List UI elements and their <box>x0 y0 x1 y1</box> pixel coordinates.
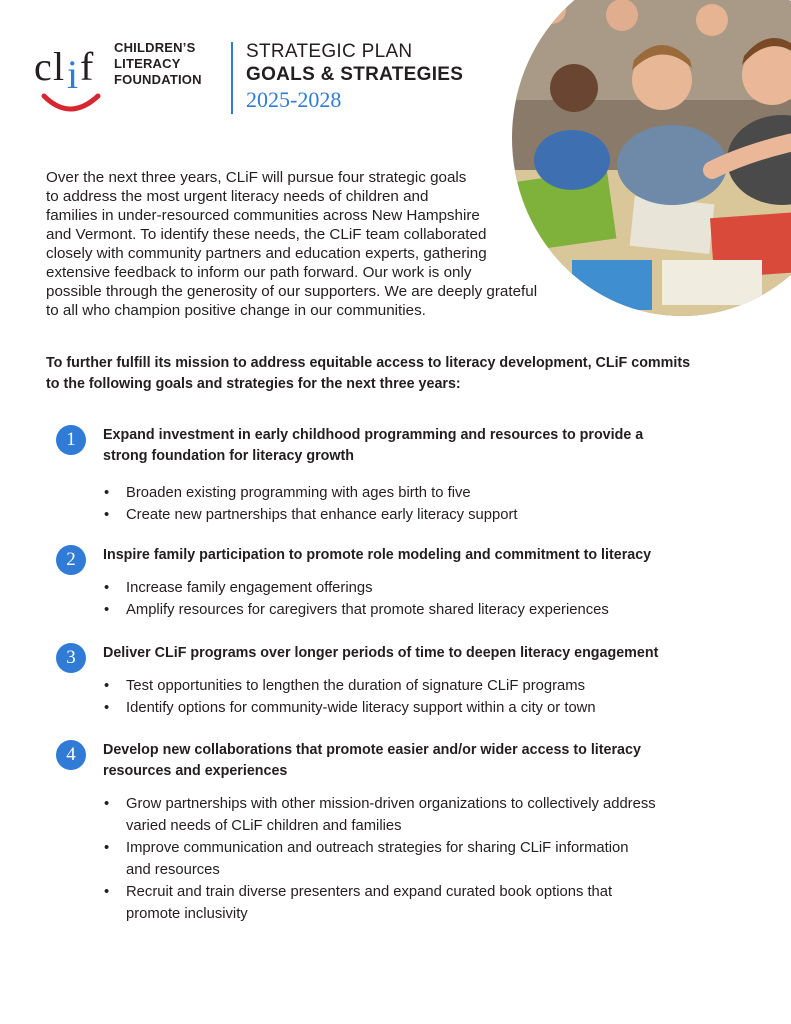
logo-wordmark-i: i <box>67 52 79 97</box>
goal-number-badge: 3 <box>56 643 86 673</box>
strategy-item <box>103 482 518 504</box>
intro-line: to address the most urgent literacy needs of children and <box>46 188 429 205</box>
strategy-item <box>103 837 656 881</box>
photo-book <box>662 260 762 305</box>
goal-title-line: Develop new collaborations that promote easier and/or wider access to literacy <box>103 742 641 758</box>
logo-organization-name <box>114 40 202 88</box>
strategy-line: • Recruit and train diverse presenters and expand curated book options that <box>126 884 613 900</box>
intro-line: and Vermont. To identify these needs, the CLiF team collaborated <box>46 226 487 243</box>
strategy-item <box>103 675 596 697</box>
title-years: 2025-2028 <box>246 87 342 112</box>
intro-line: Over the next three years, CLiF will pursue four strategic goals <box>46 169 467 186</box>
goal-title <box>103 643 733 664</box>
mission-statement <box>46 353 746 395</box>
goal-title-line: Deliver CLiF programs over longer periods of time to deepen literacy engagement <box>103 645 659 661</box>
photo-child-face <box>550 64 598 112</box>
logo-smile <box>44 96 98 109</box>
strategy-line: • Identify options for community-wide literacy support within a city or town <box>126 700 596 716</box>
goal-strategy-list <box>103 482 518 526</box>
title-goals-strategies: GOALS & STRATEGIES <box>246 64 464 85</box>
mission-line: to the following goals and strategies for the next three years: <box>46 376 461 392</box>
strategy-item <box>103 599 609 621</box>
logo-wordmark-f: f <box>80 44 94 89</box>
goal-title-line: strong foundation for literacy growth <box>103 448 354 464</box>
goal-title-line: Expand investment in early childhood programming and resources to provide a <box>103 427 644 443</box>
clif-logo-mark <box>34 38 106 118</box>
strategy-line: • Improve communication and outreach strategies for sharing CLiF information <box>126 840 629 856</box>
strategy-item <box>103 881 656 925</box>
goal-strategy-list <box>103 793 656 925</box>
logo-wordmark-c: c <box>34 44 52 89</box>
intro-line: extensive feedback to inform our path forward. Our work is only <box>46 264 472 281</box>
goal-title-line: resources and experiences <box>103 763 288 779</box>
mission-line: To further fulfill its mission to address equitable access to literacy development, CLiF commits <box>46 355 691 371</box>
goal-number-badge: 2 <box>56 545 86 575</box>
strategy-line: promote inclusivity <box>126 906 248 922</box>
strategy-line: • Create new partnerships that enhance early literacy support <box>126 507 518 523</box>
clif-logo <box>34 38 224 128</box>
strategy-item <box>103 504 518 526</box>
goal-strategy-list <box>103 577 609 621</box>
strategy-item <box>103 793 656 837</box>
photo-child-face <box>696 4 728 36</box>
intro-line: to all who champion positive change in our communities. <box>46 302 426 319</box>
strategy-line: • Test opportunities to lengthen the duration of signature CLiF programs <box>126 678 585 694</box>
strategy-line: and resources <box>126 862 220 878</box>
goal-title <box>103 545 733 566</box>
strategy-line: varied needs of CLiF children and families <box>126 818 402 834</box>
strategy-item <box>103 697 596 719</box>
logo-name-line: CHILDREN’S <box>114 40 196 55</box>
document-title <box>246 40 463 113</box>
strategy-line: • Increase family engagement offerings <box>126 580 373 596</box>
title-strategic-plan: STRATEGIC PLAN <box>246 41 413 62</box>
strategy-item <box>103 577 609 599</box>
header-divider <box>231 42 233 114</box>
intro-line: possible through the generosity of our supporters. We are deeply grateful <box>46 283 538 300</box>
intro-line: closely with community partners and education experts, gathering <box>46 245 487 262</box>
photo-child-face <box>606 0 638 31</box>
strategy-line: • Amplify resources for caregivers that promote shared literacy experiences <box>126 602 609 618</box>
intro-line: families in under-resourced communities across New Hampshire <box>46 207 480 224</box>
goal-title-line: Inspire family participation to promote role modeling and commitment to literacy <box>103 547 652 563</box>
strategy-line: • Broaden existing programming with ages birth to five <box>126 485 471 501</box>
logo-name-line: LITERACY <box>114 56 181 71</box>
goal-strategy-list <box>103 675 596 719</box>
intro-paragraph <box>46 168 586 320</box>
strategy-line: • Grow partnerships with other mission-driven organizations to collectively address <box>126 796 656 812</box>
goal-number-badge: 1 <box>56 425 86 455</box>
goal-title <box>103 740 733 782</box>
goal-number-badge: 4 <box>56 740 86 770</box>
logo-name-line: FOUNDATION <box>114 72 202 87</box>
logo-wordmark-l: l <box>53 44 65 89</box>
goal-title <box>103 425 733 467</box>
